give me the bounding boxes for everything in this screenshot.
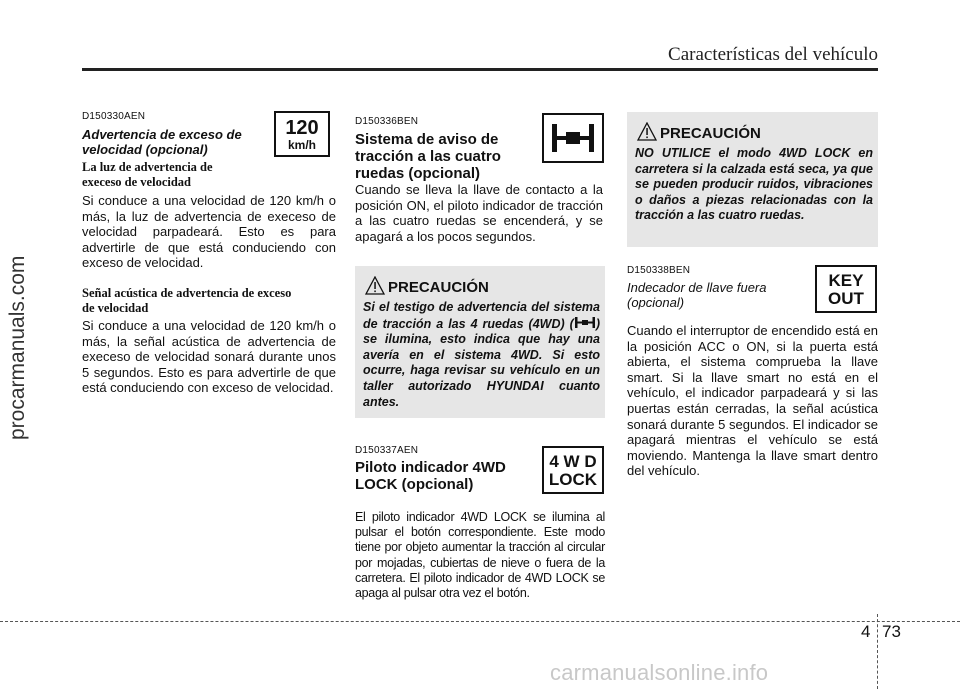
caution-box-4wd	[355, 266, 605, 418]
caution-text: NO UTILICE el modo 4WD LOCK en carretera si la calzada está seca, ya que se pueden producir ruidos, vibraciones o daños a piezas relacionadas con la tracción a las cuatro ruedas.	[635, 146, 873, 223]
section-title-4wd-system: Sistema de aviso de tracción a las cuatro ruedas (opcional)	[355, 131, 501, 182]
caution-header: PRECAUCIÓN	[365, 276, 489, 296]
section-subtitle: Indecador de llave fuera (opcional)	[627, 280, 767, 310]
section-title-4wd-lock: Piloto indicador 4WD LOCK (opcional)	[355, 459, 506, 493]
footer-rule	[0, 621, 960, 622]
footer-divider	[877, 614, 878, 689]
side-watermark: procarmanuals.com	[6, 255, 29, 440]
caution-box-4wd-lock	[627, 112, 878, 247]
section-subtitle: Advertencia de exceso de velocidad (opcional)	[82, 127, 242, 157]
warning-triangle-icon	[365, 276, 385, 296]
section-code: D150337AEN	[355, 445, 419, 456]
footer-watermark: carmanualsonline.info	[550, 660, 769, 685]
page-number: 73	[882, 622, 901, 641]
section-code: D150338BEN	[627, 265, 691, 276]
header-rule	[82, 68, 878, 71]
section-code: D150330AEN	[82, 111, 146, 122]
4wd-lock-icon: 4 W D LOCK	[542, 446, 604, 494]
heading-warning-chime: Señal acústica de advertencia de exceso de velocidad	[82, 286, 292, 315]
caution-header: PRECAUCIÓN	[637, 122, 761, 142]
body-warning-chime: Si conduce a una velocidad de 120 km/h o más, la señal acústica de advertencia de execeso de velocidad sonará durante unos 5 segundos. Esto es para advertirle de que está conduciendo con exceso de velocidad.	[82, 318, 336, 396]
section-code: D150336BEN	[355, 116, 419, 127]
warning-triangle-icon	[637, 122, 657, 142]
axle-symbol-icon	[574, 316, 596, 329]
body-4wd-system: Cuando se lleva la llave de contacto a la posición ON, el piloto indicador de tracción a las cuatro ruedas se encenderá, y se apagará a los pocos segundos.	[355, 182, 603, 244]
heading-warning-light: La luz de advertencia de execeso de velocidad	[82, 160, 213, 189]
caution-text: Si el testigo de advertencia del sistema de tracción a las 4 ruedas (4WD) ( ) se ilumina, esto indica que hay una avería en el sistema 4WD. Si esto ocurre, haga revisar su vehículo en un taller autorizado HYUNDAI cuanto antes.	[363, 300, 600, 409]
body-warning-light: Si conduce a una velocidad de 120 km/h o más, la luz de advertencia de execeso de velocidad parpadeará. Esto es para advertirle de que está conduciendo con exceso de velocidad.	[82, 193, 336, 271]
body-key-out: Cuando el interruptor de encendido está en la posición ACC o ON, si la puerta está abierta, el sistema comprueba la llave smart. Si la llave smart no está en el vehículo, el indicador parpadeará y si las puertas están cerradas, la señal acústica sonará durante 5 segundos. El indicador se apagará mientras el vehículo se está moviendo. Mantenga la llave smart dentro del vehículo.	[627, 323, 878, 479]
speed-warning-icon: 120 km/h	[274, 111, 330, 157]
page-header-title: Características del vehículo	[668, 44, 878, 65]
body-4wd-lock: El piloto indicador 4WD LOCK se ilumina al pulsar el botón correspondiente. Este modo tiene por objeto aumentar la tracción al circular por mojadas, cubiertas de nieve o fuera de la carretera. El piloto indicador de 4WD LOCK se apaga al pulsar otra vez el botón.	[355, 510, 605, 601]
key-out-icon: KEY OUT	[815, 265, 877, 313]
chapter-number: 4	[861, 622, 871, 641]
4wd-axle-icon	[542, 113, 604, 163]
axle-symbol-icon	[548, 121, 598, 155]
